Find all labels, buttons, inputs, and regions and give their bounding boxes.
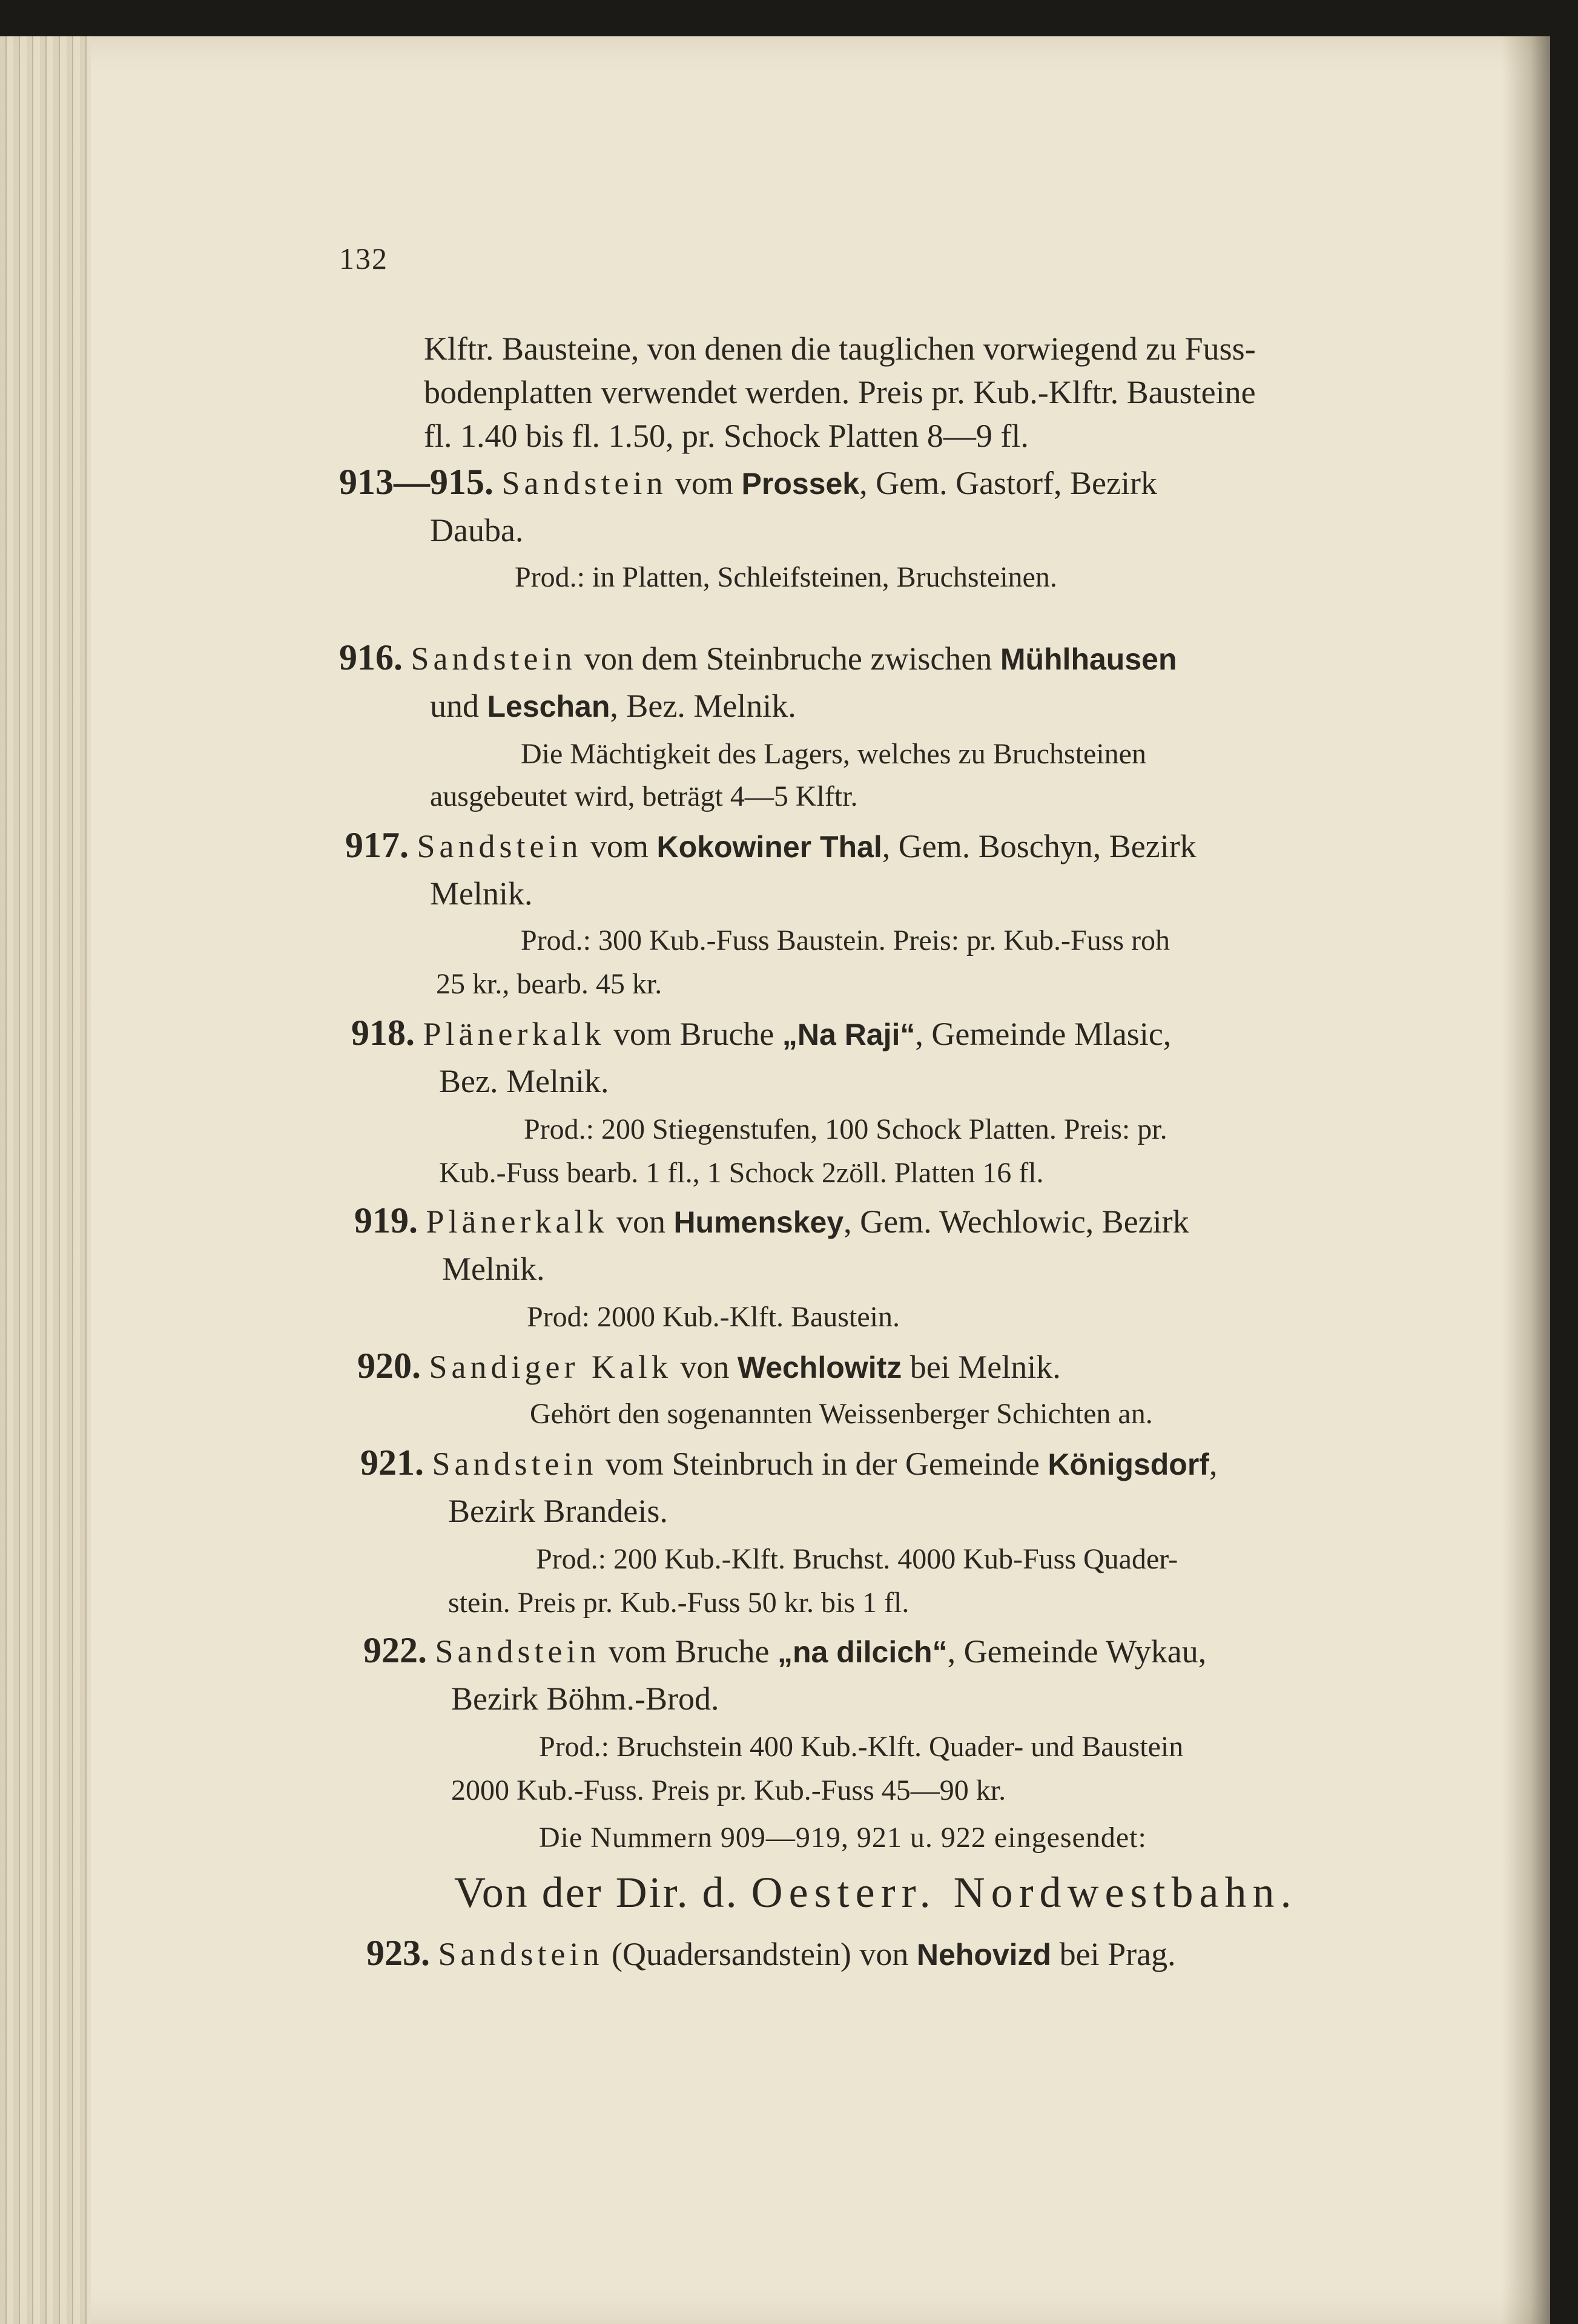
- entry-desc: 25 kr., bearb. 45 kr.: [436, 968, 662, 1000]
- entry-number: 922.: [363, 1630, 427, 1670]
- entry-place: Königsdorf: [1048, 1447, 1209, 1481]
- entry-cont: [430, 684, 796, 728]
- entry-rest: ,: [1209, 1446, 1218, 1482]
- entry-pre: vom: [675, 465, 734, 501]
- entry-pre: von: [680, 1349, 730, 1385]
- entry-cont-pre: und: [430, 688, 479, 724]
- entry-desc: Kub.-Fuss bearb. 1 fl., 1 Schock 2zöll. Platten 16 fl.: [439, 1157, 1044, 1189]
- entry-number: 917.: [345, 825, 409, 865]
- entry-desc: Prod.: in Platten, Schleifsteinen, Bruchsteinen.: [515, 561, 1057, 593]
- entry-rest: , Gem. Gastorf, Bezirk: [859, 465, 1157, 501]
- entry-pre: von dem Steinbruche zwischen: [584, 640, 992, 677]
- entry-rest: bei Prag.: [1059, 1936, 1176, 1972]
- entry-919-line: [354, 1199, 1189, 1244]
- entry-desc: Prod.: 200 Kub.-Klft. Bruchst. 4000 Kub-Fuss Quader-: [536, 1543, 1178, 1575]
- entry-desc: stein. Preis pr. Kub.-Fuss 50 kr. bis 1 fl.: [448, 1587, 909, 1619]
- entry-place: Nehovizd: [916, 1938, 1052, 1972]
- entry-title: Sandiger Kalk: [429, 1349, 672, 1385]
- entry-title: Sandstein: [438, 1936, 604, 1972]
- entry-cont: Dauba.: [430, 512, 524, 548]
- note-line: Die Nummern 909—919, 921 u. 922 eingesendet:: [539, 1822, 1147, 1854]
- entry-rest: , Gemeinde Mlasic,: [915, 1016, 1172, 1052]
- entry-desc: Prod.: Bruchstein 400 Kub.-Klft. Quader- und Baustein: [539, 1731, 1184, 1763]
- entry-desc: Gehört den sogenannten Weissenberger Schichten an.: [530, 1398, 1153, 1430]
- entry-number: 920.: [357, 1346, 421, 1386]
- entry-921-line: [360, 1441, 1217, 1486]
- entry-title: Plänerkalk: [426, 1203, 609, 1240]
- entry-place: „na dilcich“: [777, 1635, 948, 1669]
- entry-title: Plänerkalk: [423, 1016, 606, 1052]
- entry-place: Prossek: [741, 467, 860, 501]
- page-edges: [0, 36, 91, 2324]
- entry-place: Humenskey: [673, 1205, 844, 1239]
- entry-918-line: [351, 1011, 1171, 1056]
- entry-pre: vom Bruche: [609, 1633, 770, 1670]
- entry-rest: , Gem. Wechlowic, Bezirk: [843, 1203, 1189, 1240]
- entry-title: Sandstein: [417, 828, 583, 864]
- entry-916-line: [339, 636, 1177, 681]
- entry-pre: vom Steinbruch in der Gemeinde: [606, 1446, 1040, 1482]
- entry-923-line: [366, 1931, 1176, 1977]
- entry-number: 918.: [351, 1013, 415, 1053]
- page-number: 132: [339, 242, 388, 275]
- entry-rest: bei Melnik.: [909, 1349, 1061, 1385]
- section-heading: [454, 1868, 1298, 1917]
- entry-pre: vom Bruche: [613, 1016, 774, 1052]
- entry-place: Mühlhausen: [1000, 642, 1177, 676]
- entry-desc: Prod.: 300 Kub.-Fuss Baustein. Preis: pr. Kub.-Fuss roh: [521, 924, 1170, 956]
- entry-title: Sandstein: [501, 465, 667, 501]
- entry-title: Sandstein: [432, 1446, 598, 1482]
- entry-cont: Bezirk Brandeis.: [448, 1493, 668, 1529]
- text-line: bodenplatten verwendet werden. Preis pr. Kub.-Klftr. Bausteine: [424, 374, 1256, 410]
- entry-desc: Prod: 2000 Kub.-Klft. Baustein.: [527, 1301, 900, 1333]
- entry-917-line: [345, 823, 1197, 869]
- entry-rest: , Gemeinde Wykau,: [947, 1633, 1207, 1670]
- entry-cont: Melnik.: [442, 1251, 545, 1287]
- entry-cont-place: Leschan: [487, 690, 610, 723]
- entry-title: Sandstein: [411, 640, 576, 677]
- section-heading-pre: Von der Dir. d.: [454, 1868, 739, 1917]
- entry-desc: Die Mächtigkeit des Lagers, welches zu Bruchsteinen: [521, 738, 1146, 770]
- entry-cont: Bezirk Böhm.-Brod.: [451, 1680, 719, 1717]
- entry-number: 913—915.: [339, 462, 494, 502]
- entry-number: 921.: [360, 1443, 424, 1483]
- entry-number: 919.: [354, 1200, 418, 1240]
- entry-place: Kokowiner Thal: [656, 830, 882, 864]
- text-line: fl. 1.40 bis fl. 1.50, pr. Schock Platten 8—9 fl.: [424, 418, 1029, 454]
- entry-913-line: [339, 460, 1157, 505]
- entry-cont-rest: , Bez. Melnik.: [610, 688, 796, 724]
- entry-number: 923.: [366, 1933, 430, 1973]
- entry-pre: von: [616, 1203, 665, 1240]
- entry-pre: vom: [590, 828, 649, 864]
- entry-desc: 2000 Kub.-Fuss. Preis pr. Kub.-Fuss 45—90 kr.: [451, 1774, 1006, 1806]
- entry-place: „Na Raji“: [782, 1018, 916, 1052]
- entry-number: 916.: [339, 637, 403, 677]
- section-heading-spaced: Oesterr. Nordwestbahn.: [751, 1868, 1298, 1917]
- entry-922-line: [363, 1628, 1206, 1674]
- text-line: Klftr. Bausteine, von denen die tauglichen vorwiegend zu Fuss-: [424, 331, 1256, 367]
- entry-place: Wechlowitz: [737, 1351, 902, 1384]
- entry-desc: Prod.: 200 Stiegenstufen, 100 Schock Platten. Preis: pr.: [524, 1113, 1167, 1145]
- entry-pre: (Quadersandstein) von: [612, 1936, 909, 1972]
- entry-cont: Melnik.: [430, 875, 533, 912]
- page-gutter: [1502, 36, 1550, 2324]
- entry-920-line: [357, 1344, 1061, 1389]
- entry-title: Sandstein: [435, 1633, 601, 1670]
- entry-rest: , Gem. Boschyn, Bezirk: [882, 828, 1197, 864]
- entry-desc: ausgebeutet wird, beträgt 4—5 Klftr.: [430, 780, 858, 812]
- entry-cont: Bez. Melnik.: [439, 1063, 609, 1099]
